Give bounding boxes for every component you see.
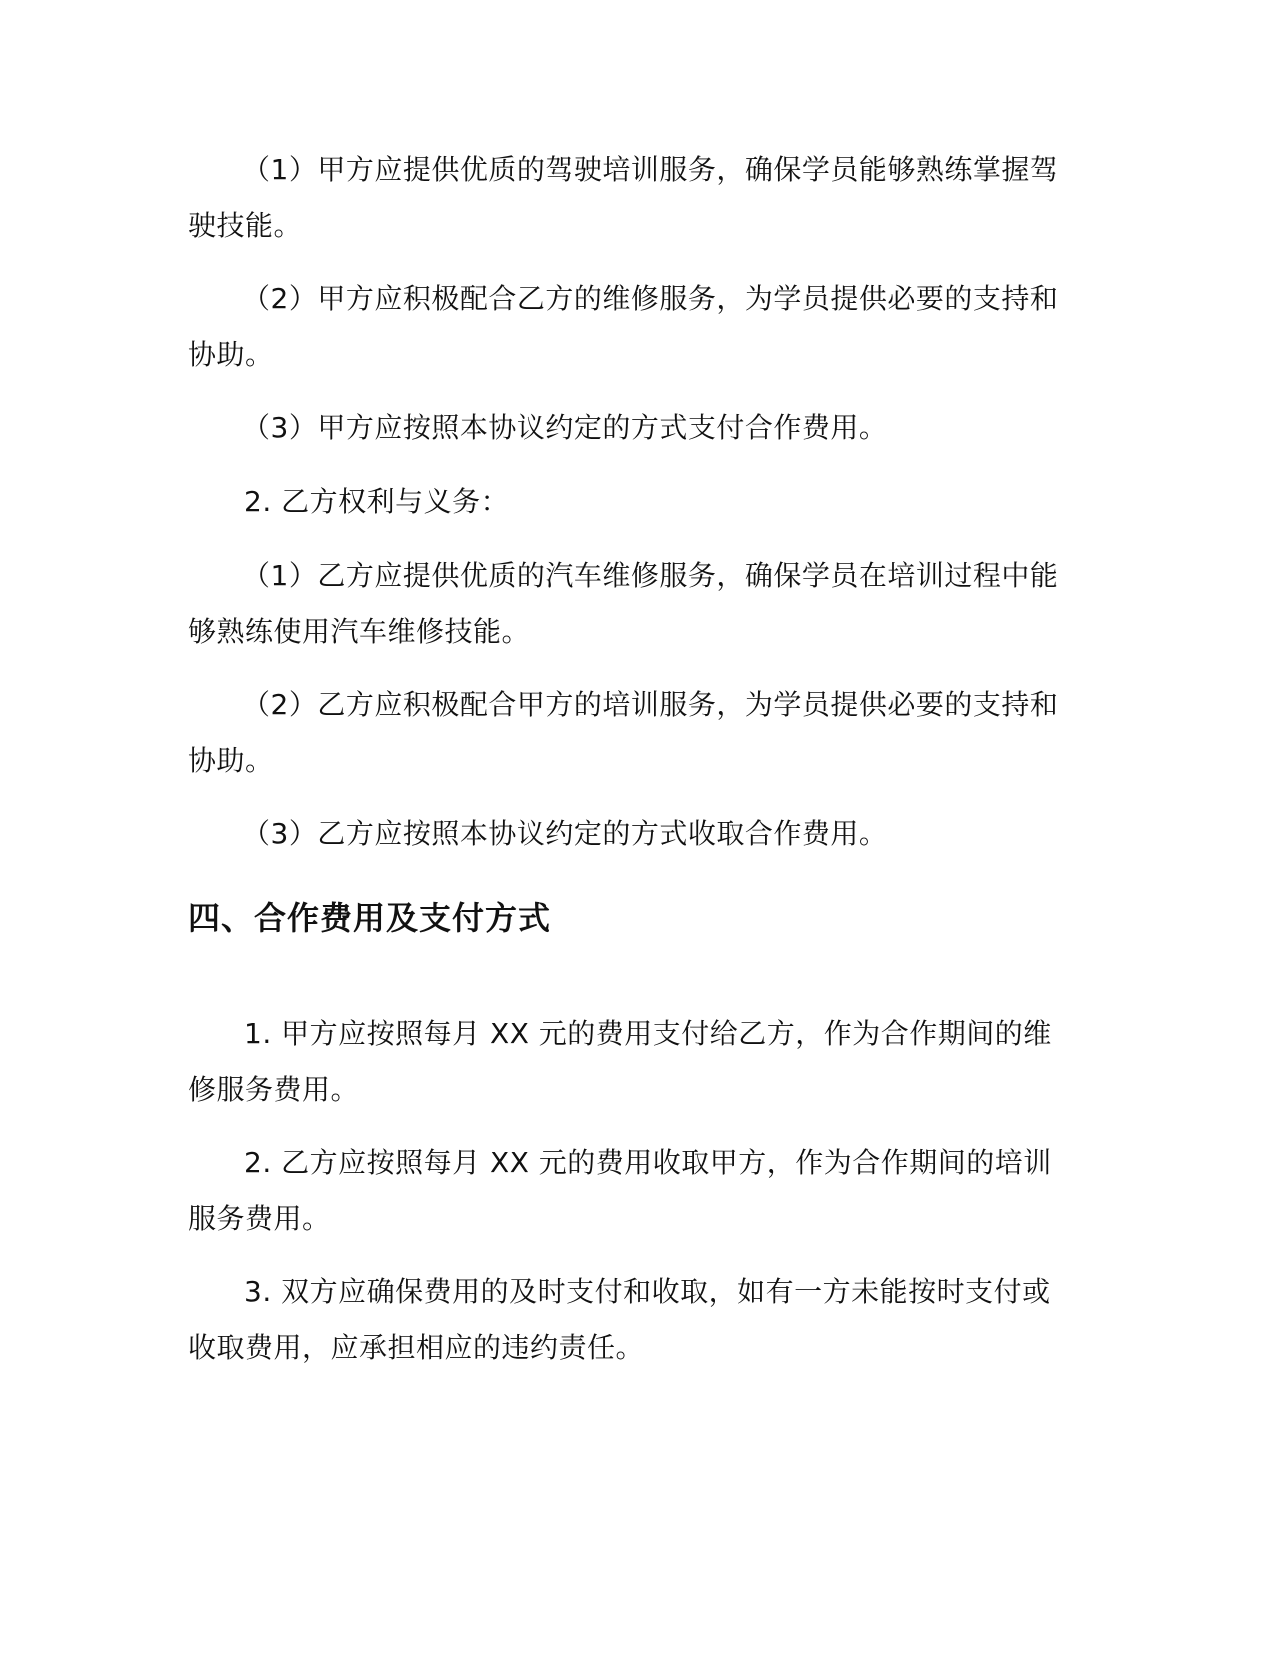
party-b-item-3 xyxy=(188,806,1088,862)
party-b-title xyxy=(188,474,1088,530)
party-b-item-1-line-1: （1）乙方应提供优质的汽车维修服务，确保学员在培训过程中能 xyxy=(242,559,1059,592)
fee-item-2-line-2: 服务费用。 xyxy=(188,1202,331,1235)
party-b-item-1 xyxy=(188,548,1088,660)
party-a-item-2 xyxy=(188,271,1088,383)
party-a-item-1-line-1: （1）甲方应提供优质的驾驶培训服务，确保学员能够熟练掌握驾 xyxy=(242,153,1059,186)
party-b-item-1-line-2: 够熟练使用汽车维修技能。 xyxy=(188,615,531,648)
party-b-item-2-line-1: （2）乙方应积极配合甲方的培训服务，为学员提供必要的支持和 xyxy=(242,688,1059,721)
party-a-item-2-line-1: （2）甲方应积极配合乙方的维修服务，为学员提供必要的支持和 xyxy=(242,282,1059,315)
party-a-item-1 xyxy=(188,142,1088,254)
fee-item-2 xyxy=(188,1135,1088,1247)
party-b-title-text: 2. 乙方权利与义务： xyxy=(244,485,510,518)
fee-item-3 xyxy=(188,1264,1088,1376)
fee-item-1-line-2: 修服务费用。 xyxy=(188,1073,360,1106)
party-b-item-2-line-2: 协助。 xyxy=(188,744,274,777)
party-a-item-3-line-1: （3）甲方应按照本协议约定的方式支付合作费用。 xyxy=(242,411,888,444)
party-b-item-3-line-1: （3）乙方应按照本协议约定的方式收取合作费用。 xyxy=(242,817,888,850)
fee-item-3-line-1: 3. 双方应确保费用的及时支付和收取，如有一方未能按时支付或 xyxy=(244,1275,1051,1308)
party-b-item-2 xyxy=(188,677,1088,789)
section-4-heading: 四、合作费用及支付方式 xyxy=(188,899,552,937)
party-a-item-1-line-2: 驶技能。 xyxy=(188,209,303,242)
fee-item-3-line-2: 收取费用，应承担相应的违约责任。 xyxy=(188,1331,645,1364)
fee-item-2-line-1: 2. 乙方应按照每月 XX 元的费用收取甲方，作为合作期间的培训 xyxy=(244,1146,1052,1179)
party-a-item-2-line-2: 协助。 xyxy=(188,338,274,371)
party-a-item-3 xyxy=(188,400,1088,456)
fee-item-1 xyxy=(188,1006,1088,1118)
fee-item-1-line-1: 1. 甲方应按照每月 XX 元的费用支付给乙方，作为合作期间的维 xyxy=(244,1017,1052,1050)
